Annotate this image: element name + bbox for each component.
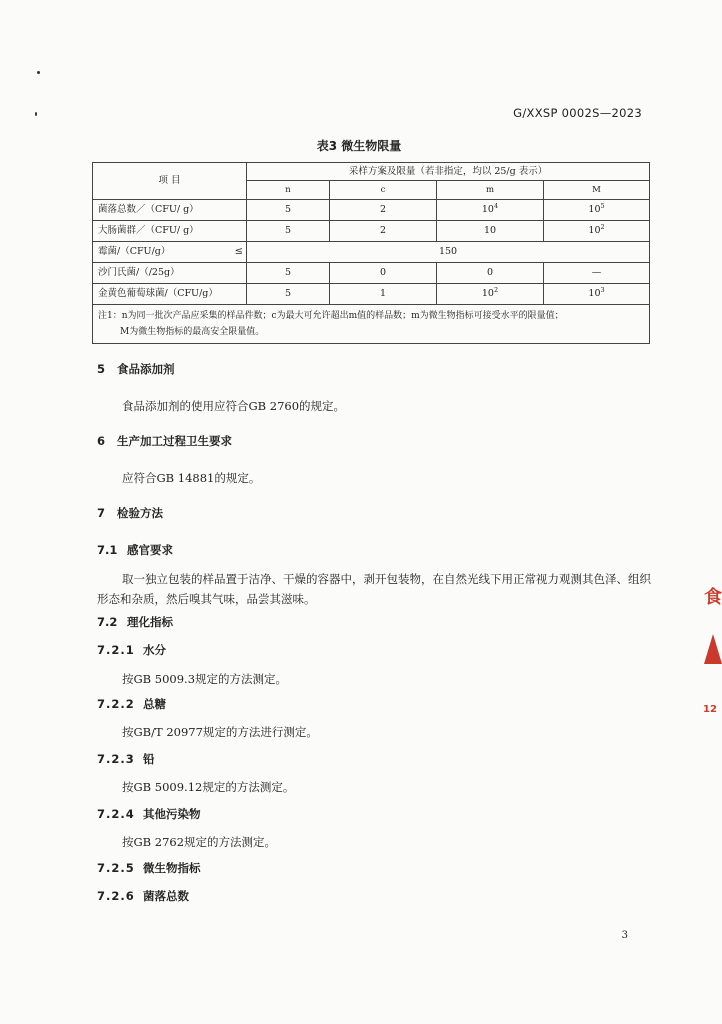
section-7-2-heading: 7.2 理化指标 (97, 615, 173, 629)
cell-merged: 150 (247, 242, 650, 263)
microbial-limits-table (92, 162, 650, 344)
table-row (93, 200, 650, 221)
cell-m: 10 (437, 221, 544, 242)
table-note (93, 305, 650, 344)
table-note-row (93, 305, 650, 344)
section-5-text: 食品添加剂的使用应符合GB 2760的规定。 (122, 399, 346, 413)
row-name: 霉菌/（CFU/g） ≤ (93, 242, 247, 263)
section-7-2-2-text: 按GB/T 20977规定的方法进行测定。 (122, 725, 318, 739)
red-seal-triangle (702, 634, 718, 664)
row-name: 沙门氏菌/（/25g） (93, 263, 247, 284)
table-row (93, 242, 650, 263)
cell-n: 5 (247, 221, 330, 242)
table-row (93, 221, 650, 242)
scan-speck (37, 71, 40, 74)
cell-c: 1 (330, 284, 437, 305)
cell-n: 5 (247, 284, 330, 305)
section-7-2-1-text: 按GB 5009.3规定的方法测定。 (122, 672, 288, 686)
table-title: 表3 微生物限量 (316, 139, 402, 153)
cell-m: $10^2$ (437, 284, 544, 305)
col-M-header: M (544, 181, 650, 200)
section-6-heading: 6 生产加工过程卫生要求 (97, 434, 232, 448)
table-header-row (93, 163, 650, 181)
col-m-header: m (437, 181, 544, 200)
standard-number: G/XXSP 0002S—2023 (513, 106, 642, 120)
section-7-2-5-heading: 7.2.5 微生物指标 (97, 861, 201, 875)
section-7-2-1-heading: 7.2.1 水分 (97, 643, 166, 657)
section-5-heading: 5 食品添加剂 (97, 362, 175, 376)
table-row (93, 284, 650, 305)
cell-M: $10^3$ (544, 284, 650, 305)
red-seal-number: 12 (703, 704, 717, 715)
scan-speck (35, 112, 37, 116)
section-7-2-2-heading: 7.2.2 总糖 (97, 697, 166, 711)
cell-c: 2 (330, 221, 437, 242)
col-c-header: c (330, 181, 437, 200)
red-seal-fragment: 食 (704, 587, 722, 608)
section-7-1-heading: 7.1 感官要求 (97, 543, 173, 557)
cell-n: 5 (247, 263, 330, 284)
col-item-header: 项 目 (93, 163, 247, 200)
section-7-heading: 7 检验方法 (97, 506, 163, 520)
section-7-2-3-text: 按GB 5009.12规定的方法测定。 (122, 780, 295, 794)
section-6-text: 应符合GB 14881的规定。 (122, 471, 261, 485)
section-7-1-text: 取一独立包装的样品置于洁净、干燥的容器中，剥开包装物，在自然光线下用正常视力观测其色泽、组织形态和杂质，然后嗅其气味，品尝其滋味。 (97, 572, 651, 606)
col-n-header: n (247, 181, 330, 200)
cell-M: $10^2$ (544, 221, 650, 242)
cell-c: 0 (330, 263, 437, 284)
row-name: 大肠菌群／（CFU/ g） (93, 221, 247, 242)
section-7-2-4-text: 按GB 2762规定的方法测定。 (122, 835, 277, 849)
cell-m: $10^4$ (437, 200, 544, 221)
section-7-2-4-heading: 7.2.4 其他污染物 (97, 807, 201, 821)
cell-n: 5 (247, 200, 330, 221)
le-symbol: ≤ (234, 246, 243, 257)
section-7-2-3-heading: 7.2.3 铅 (97, 752, 155, 766)
note-line-2: M为微生物指标的最高安全限量值。 (120, 327, 265, 337)
col-plan-header: 采样方案及限量（若非指定，均以 25/g 表示） (247, 163, 650, 181)
note-line-1: 注1：n为同一批次产品应采集的样品件数；c为最大可允许超出m值的样品数；m为微生物指标可接受水平的限量值； (98, 311, 564, 321)
section-7-2-6-heading: 7.2.6 菌落总数 (97, 889, 189, 903)
row-name: 菌落总数／（CFU/ g） (93, 200, 247, 221)
cell-M: — (544, 263, 650, 284)
page-number: 3 (621, 930, 628, 941)
table-row (93, 263, 650, 284)
cell-M: $10^5$ (544, 200, 650, 221)
cell-c: 2 (330, 200, 437, 221)
row-name: 金黄色葡萄球菌/（CFU/g） (93, 284, 247, 305)
cell-m: 0 (437, 263, 544, 284)
